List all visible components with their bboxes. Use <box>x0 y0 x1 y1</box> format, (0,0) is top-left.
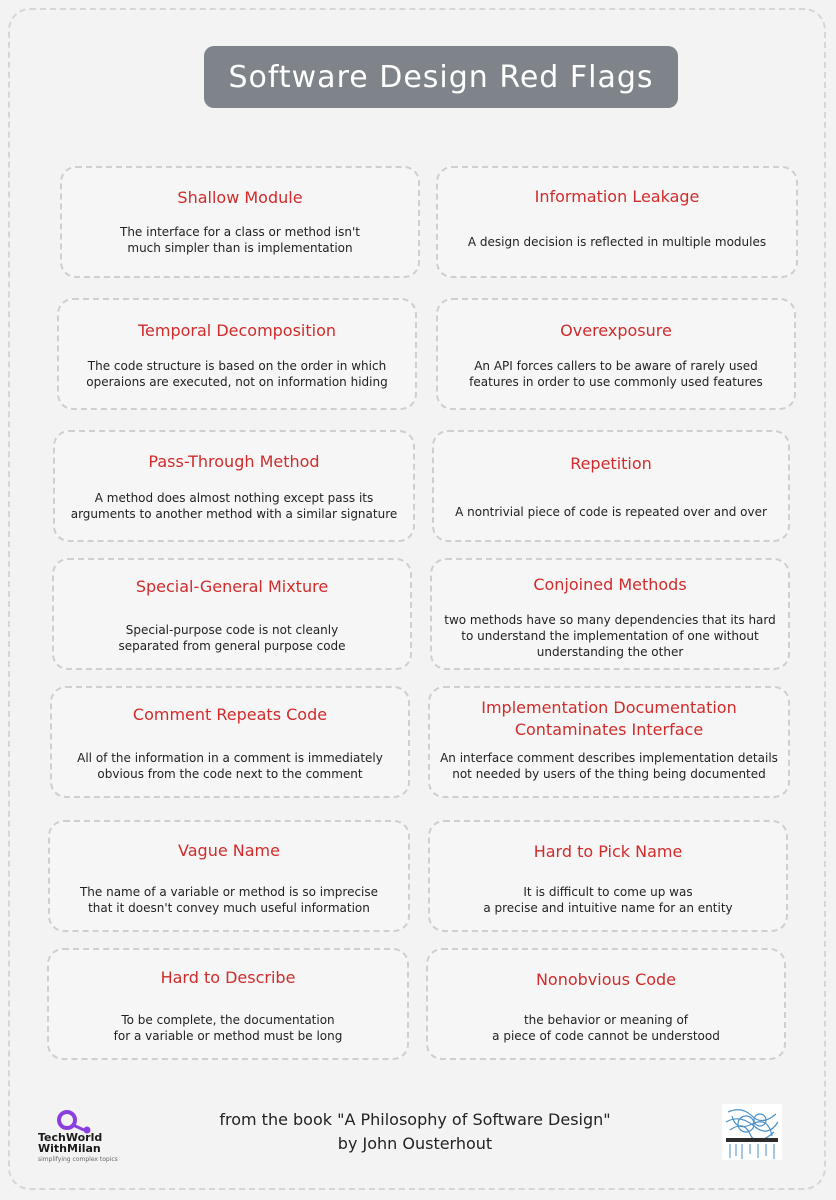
card-pass-through-method <box>53 430 415 542</box>
card-title: Pass-Through Method <box>148 452 320 471</box>
card-description: An API forces callers to be aware of rarely used features in order to use commonly used features <box>469 359 763 389</box>
card-description: All of the information in a comment is immediately obvious from the code next to the comment <box>77 751 383 781</box>
card-hard-to-describe <box>47 948 409 1060</box>
card-title: Hard to Describe <box>160 968 296 987</box>
card-title: Repetition <box>570 454 652 473</box>
card-comment-repeats-code <box>50 686 410 798</box>
card-title: Hard to Pick Name <box>533 842 683 861</box>
card-title: Implementation Documentation Contaminates Interface <box>481 698 737 739</box>
card-description: The name of a variable or method is so imprecise that it doesn't convey much useful information <box>79 885 379 915</box>
card-title: Special-General Mixture <box>135 577 329 596</box>
card-description: A nontrivial piece of code is repeated over and over <box>455 505 767 519</box>
logo-name: TechWorld WithMilan <box>38 1131 103 1155</box>
card-conjoined-methods <box>430 558 790 670</box>
card-description: A design decision is reflected in multiple modules <box>467 235 767 249</box>
card-shallow-module <box>60 166 420 278</box>
card-title: Comment Repeats Code <box>132 705 328 724</box>
card-description: An interface comment describes implementation details not needed by users of the thing being documented <box>440 751 778 781</box>
page-title: Software Design Red Flags <box>228 59 654 95</box>
card-title: Nonobvious Code <box>535 970 677 989</box>
title-banner <box>204 46 678 108</box>
card-description: two methods have so many dependencies that its hard to understand the implementation of one without understanding the other <box>444 613 776 659</box>
card-hard-to-pick-name <box>428 820 788 932</box>
card-temporal-decomposition <box>57 298 417 410</box>
card-title: Temporal Decomposition <box>137 321 337 340</box>
logo-tagline: simplifying complex topics <box>38 1156 118 1163</box>
card-description: To be complete, the documentation for a variable or method must be long <box>113 1013 343 1043</box>
card-information-leakage <box>436 166 798 278</box>
card-title: Shallow Module <box>177 188 303 207</box>
book-source: from the book "A Philosophy of Software Design" by John Ousterhout <box>219 1110 611 1153</box>
card-repetition <box>432 430 790 542</box>
techworld-logo <box>38 1108 128 1168</box>
book-cover-icon <box>722 1104 782 1160</box>
card-description: A method does almost nothing except pass its arguments to another method with a similar signature <box>70 491 398 521</box>
card-description: The interface for a class or method isn't much simpler than is implementation <box>120 225 360 255</box>
card-title: Overexposure <box>560 321 672 340</box>
card-implementation-documentation <box>428 686 790 798</box>
card-description: the behavior or meaning of a piece of code cannot be understood <box>492 1013 720 1043</box>
card-title: Conjoined Methods <box>533 575 687 594</box>
card-description: It is difficult to come up was a precise and intuitive name for an entity <box>483 885 733 915</box>
card-overexposure <box>436 298 796 410</box>
card-title: Information Leakage <box>534 187 700 206</box>
card-title: Vague Name <box>178 841 280 860</box>
card-nonobvious-code <box>426 948 786 1060</box>
card-special-general-mixture <box>52 558 412 670</box>
card-vague-name <box>48 820 410 932</box>
card-description: Special-purpose code is not cleanly separated from general purpose code <box>118 623 346 653</box>
card-description: The code structure is based on the order in which operaions are executed, not on information hiding <box>86 359 388 389</box>
